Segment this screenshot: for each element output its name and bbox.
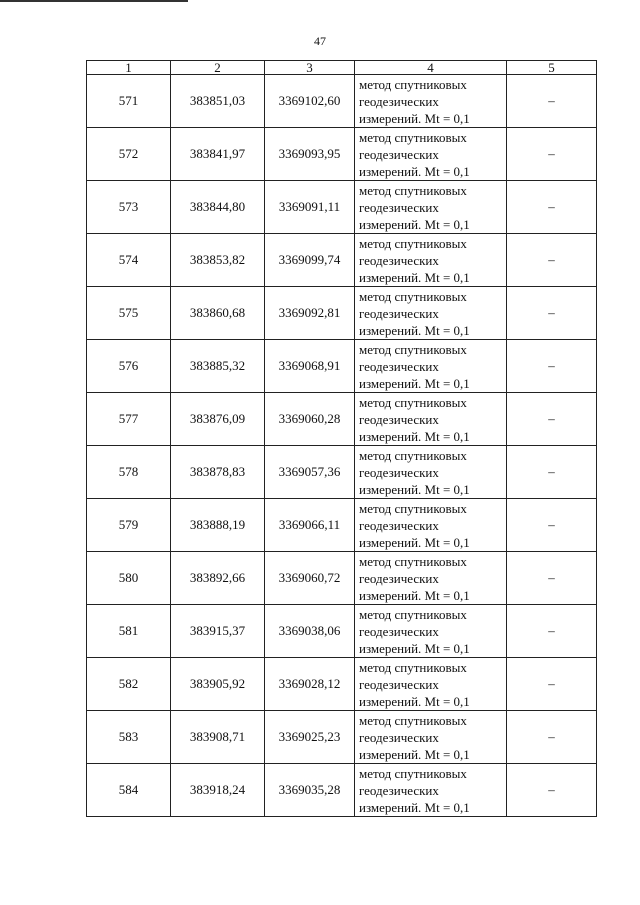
header-cell-1: 1 [87, 61, 171, 75]
point-number-cell: 582 [87, 658, 171, 711]
header-cell-2: 2 [171, 61, 265, 75]
y-coordinate-cell: 3369038,06 [265, 605, 355, 658]
x-coordinate-cell: 383851,03 [171, 75, 265, 128]
y-coordinate-cell: 3369068,91 [265, 340, 355, 393]
method-line-1: метод спутниковых [359, 341, 467, 357]
header-row [87, 61, 597, 75]
method-cell [355, 75, 507, 128]
table-row [87, 499, 597, 552]
method-cell [355, 764, 507, 817]
method-line-1: метод спутниковых [359, 659, 467, 675]
top-rule [0, 0, 188, 2]
y-coordinate-cell: 3369099,74 [265, 234, 355, 287]
method-line-1: метод спутниковых [359, 288, 467, 304]
column-5-cell: – [507, 605, 597, 658]
method-line-2: геодезических [359, 464, 439, 480]
column-5-cell: – [507, 393, 597, 446]
column-5-cell: – [507, 234, 597, 287]
point-number-cell: 581 [87, 605, 171, 658]
method-line-2: геодезических [359, 146, 439, 162]
method-line-3: измерений. Mt = 0,1 [359, 110, 470, 126]
method-line-3: измерений. Mt = 0,1 [359, 269, 470, 285]
method-line-2: геодезических [359, 782, 439, 798]
method-cell [355, 234, 507, 287]
point-number-cell: 578 [87, 446, 171, 499]
x-coordinate-cell: 383908,71 [171, 711, 265, 764]
method-line-3: измерений. Mt = 0,1 [359, 640, 470, 656]
x-coordinate-cell: 383888,19 [171, 499, 265, 552]
method-cell [355, 446, 507, 499]
column-5-cell: – [507, 128, 597, 181]
table-row [87, 552, 597, 605]
y-coordinate-cell: 3369060,28 [265, 393, 355, 446]
method-line-1: метод спутниковых [359, 553, 467, 569]
x-coordinate-cell: 383876,09 [171, 393, 265, 446]
method-cell [355, 605, 507, 658]
method-line-3: измерений. Mt = 0,1 [359, 693, 470, 709]
method-line-3: измерений. Mt = 0,1 [359, 322, 470, 338]
y-coordinate-cell: 3369066,11 [265, 499, 355, 552]
point-number-cell: 573 [87, 181, 171, 234]
point-number-cell: 584 [87, 764, 171, 817]
point-number-cell: 583 [87, 711, 171, 764]
column-5-cell: – [507, 711, 597, 764]
method-line-2: геодезических [359, 517, 439, 533]
x-coordinate-cell: 383885,32 [171, 340, 265, 393]
method-line-3: измерений. Mt = 0,1 [359, 163, 470, 179]
point-number-cell: 576 [87, 340, 171, 393]
header-cell-4: 4 [355, 61, 507, 75]
column-5-cell: – [507, 75, 597, 128]
x-coordinate-cell: 383892,66 [171, 552, 265, 605]
column-5-cell: – [507, 658, 597, 711]
column-5-cell: – [507, 764, 597, 817]
point-number-cell: 575 [87, 287, 171, 340]
table-row [87, 658, 597, 711]
y-coordinate-cell: 3369093,95 [265, 128, 355, 181]
method-cell [355, 658, 507, 711]
method-line-2: геодезических [359, 570, 439, 586]
y-coordinate-cell: 3369092,81 [265, 287, 355, 340]
coordinates-table [86, 60, 597, 817]
method-cell [355, 128, 507, 181]
column-5-cell: – [507, 552, 597, 605]
method-line-1: метод спутниковых [359, 447, 467, 463]
method-line-1: метод спутниковых [359, 606, 467, 622]
y-coordinate-cell: 3369035,28 [265, 764, 355, 817]
column-5-cell: – [507, 340, 597, 393]
method-line-1: метод спутниковых [359, 182, 467, 198]
y-coordinate-cell: 3369025,23 [265, 711, 355, 764]
method-cell [355, 340, 507, 393]
method-cell [355, 393, 507, 446]
method-line-3: измерений. Mt = 0,1 [359, 534, 470, 550]
table-row [87, 393, 597, 446]
point-number-cell: 577 [87, 393, 171, 446]
method-line-3: измерений. Mt = 0,1 [359, 481, 470, 497]
point-number-cell: 580 [87, 552, 171, 605]
method-line-3: измерений. Mt = 0,1 [359, 428, 470, 444]
method-cell [355, 711, 507, 764]
table-row [87, 340, 597, 393]
table-row [87, 764, 597, 817]
table-row [87, 287, 597, 340]
y-coordinate-cell: 3369102,60 [265, 75, 355, 128]
table-row [87, 75, 597, 128]
method-line-1: метод спутниковых [359, 129, 467, 145]
method-cell [355, 499, 507, 552]
y-coordinate-cell: 3369028,12 [265, 658, 355, 711]
y-coordinate-cell: 3369060,72 [265, 552, 355, 605]
table-row [87, 711, 597, 764]
method-line-1: метод спутниковых [359, 712, 467, 728]
x-coordinate-cell: 383860,68 [171, 287, 265, 340]
method-line-2: геодезических [359, 729, 439, 745]
x-coordinate-cell: 383841,97 [171, 128, 265, 181]
method-line-3: измерений. Mt = 0,1 [359, 746, 470, 762]
column-5-cell: – [507, 181, 597, 234]
method-line-1: метод спутниковых [359, 394, 467, 410]
method-cell [355, 552, 507, 605]
method-line-1: метод спутниковых [359, 76, 467, 92]
method-line-3: измерений. Mt = 0,1 [359, 799, 470, 815]
point-number-cell: 571 [87, 75, 171, 128]
method-line-2: геодезических [359, 252, 439, 268]
y-coordinate-cell: 3369091,11 [265, 181, 355, 234]
method-line-3: измерений. Mt = 0,1 [359, 587, 470, 603]
method-line-1: метод спутниковых [359, 765, 467, 781]
table-row [87, 128, 597, 181]
x-coordinate-cell: 383844,80 [171, 181, 265, 234]
method-line-2: геодезических [359, 305, 439, 321]
point-number-cell: 579 [87, 499, 171, 552]
x-coordinate-cell: 383905,92 [171, 658, 265, 711]
method-line-2: геодезических [359, 623, 439, 639]
page-number: 47 [314, 34, 326, 48]
header-cell-3: 3 [265, 61, 355, 75]
point-number-cell: 574 [87, 234, 171, 287]
table-body [87, 61, 597, 817]
x-coordinate-cell: 383915,37 [171, 605, 265, 658]
table-row [87, 234, 597, 287]
method-line-3: измерений. Mt = 0,1 [359, 375, 470, 391]
x-coordinate-cell: 383853,82 [171, 234, 265, 287]
column-5-cell: – [507, 287, 597, 340]
method-line-1: метод спутниковых [359, 500, 467, 516]
column-5-cell: – [507, 499, 597, 552]
point-number-cell: 572 [87, 128, 171, 181]
table-row [87, 605, 597, 658]
x-coordinate-cell: 383878,83 [171, 446, 265, 499]
method-line-3: измерений. Mt = 0,1 [359, 216, 470, 232]
column-5-cell: – [507, 446, 597, 499]
x-coordinate-cell: 383918,24 [171, 764, 265, 817]
table-row [87, 446, 597, 499]
y-coordinate-cell: 3369057,36 [265, 446, 355, 499]
header-cell-5: 5 [507, 61, 597, 75]
method-line-2: геодезических [359, 93, 439, 109]
method-cell [355, 287, 507, 340]
method-line-2: геодезических [359, 358, 439, 374]
method-line-2: геодезических [359, 676, 439, 692]
table-row [87, 181, 597, 234]
method-line-1: метод спутниковых [359, 235, 467, 251]
method-cell [355, 181, 507, 234]
method-line-2: геодезических [359, 199, 439, 215]
method-line-2: геодезических [359, 411, 439, 427]
